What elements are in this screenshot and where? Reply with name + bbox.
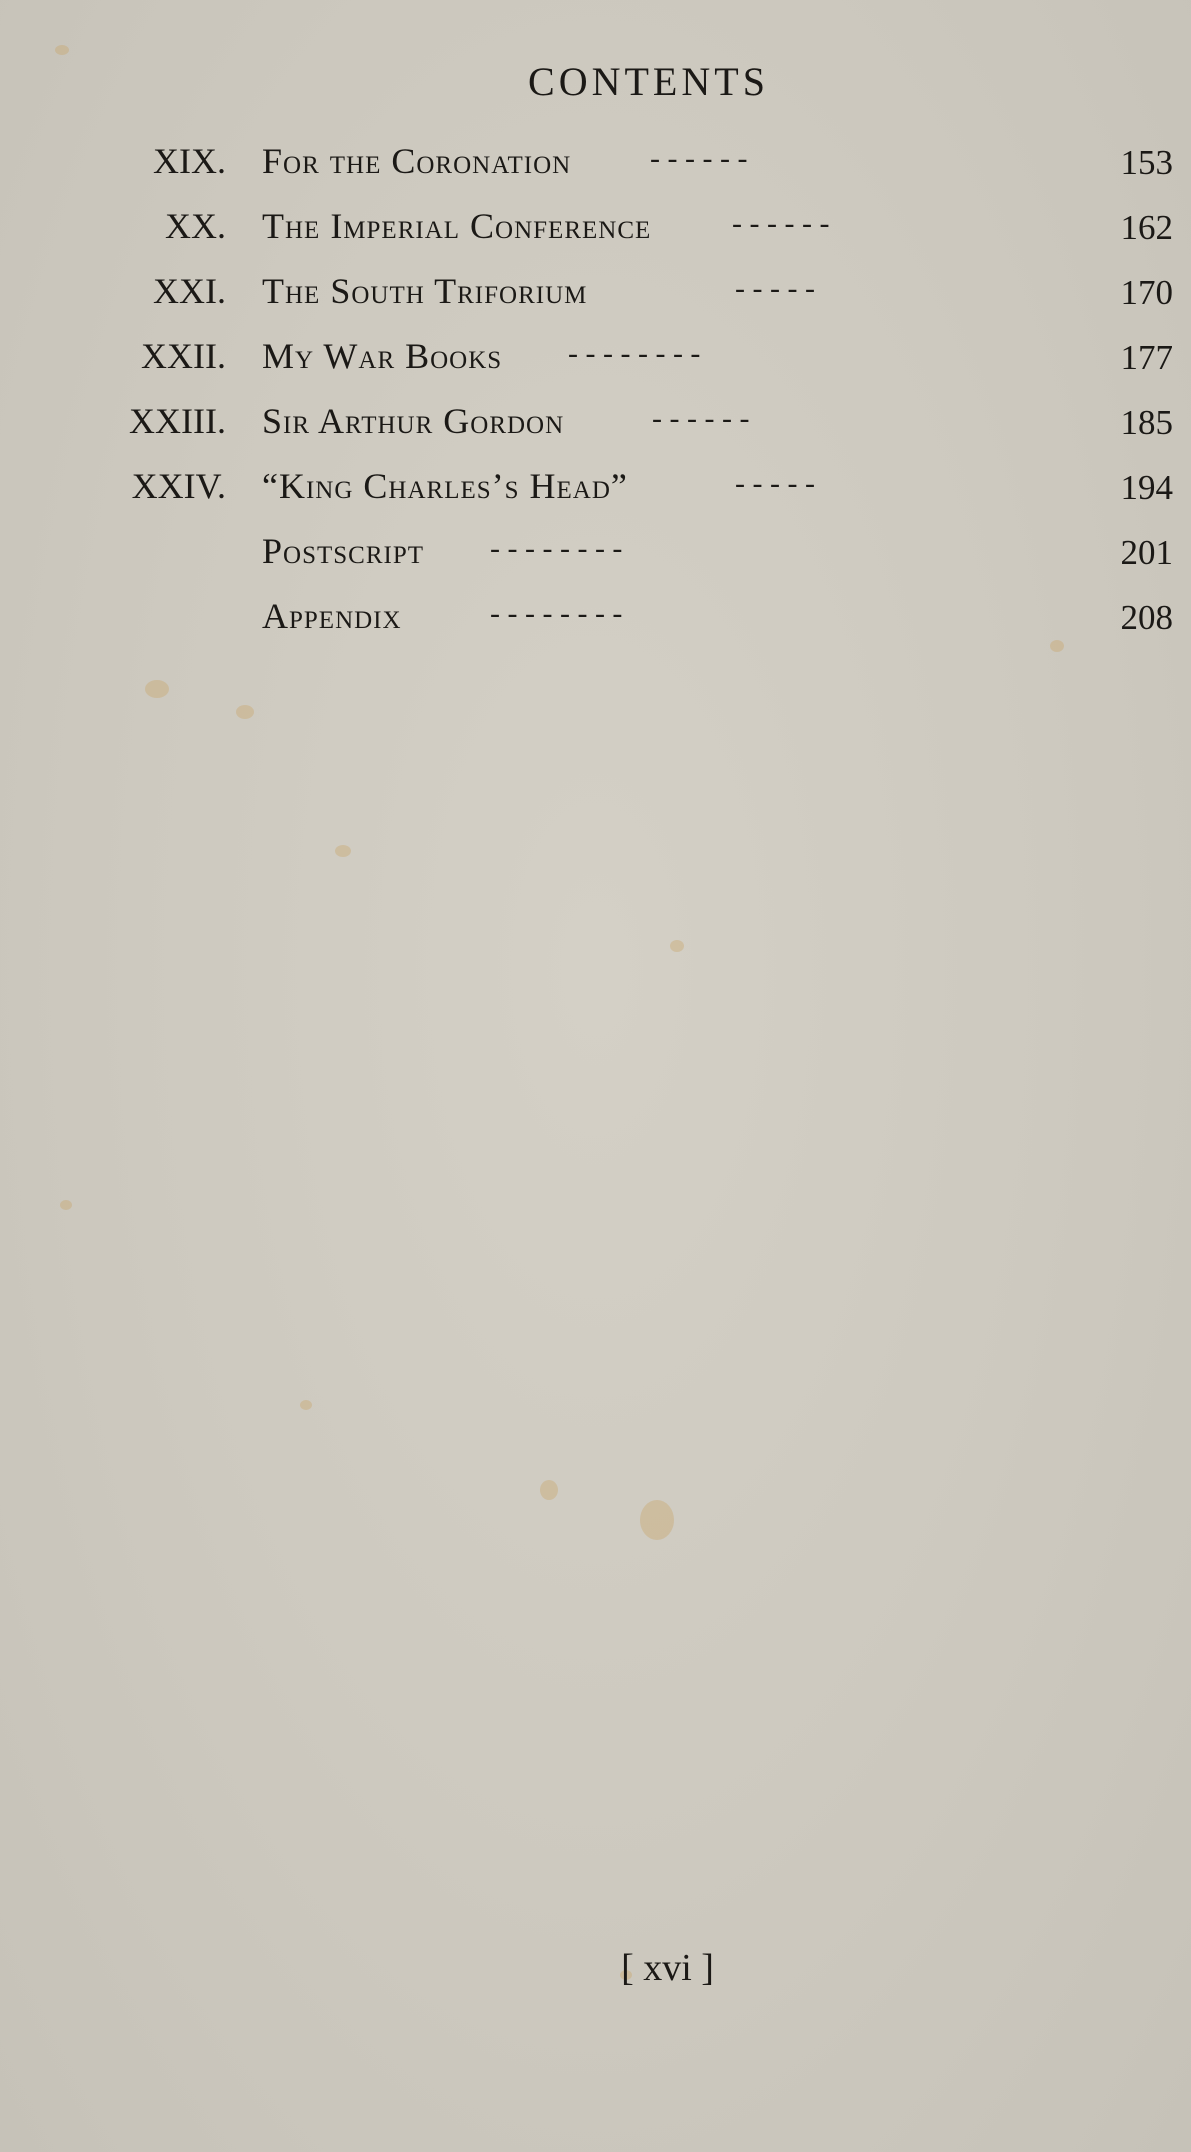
page-title: CONTENTS xyxy=(528,59,769,104)
foxing-spot xyxy=(640,1500,674,1540)
dot-leader: - - - - - xyxy=(735,272,815,305)
chapter-number: XXIII. xyxy=(129,401,226,441)
toc-row xyxy=(0,140,1191,200)
page-number: 153 xyxy=(1120,143,1173,182)
page-number: 201 xyxy=(1120,533,1173,572)
chapter-number: XXI. xyxy=(153,271,226,311)
chapter-title: For the Coronation xyxy=(262,141,572,181)
dot-leader: - - - - - - - - xyxy=(490,532,623,565)
page-number: 185 xyxy=(1120,403,1173,442)
toc-row xyxy=(0,530,1191,590)
page-number: 177 xyxy=(1120,338,1173,377)
chapter-number: XX. xyxy=(165,206,226,246)
foxing-spot xyxy=(55,45,69,55)
chapter-title: “King Charles’s Head” xyxy=(262,466,628,506)
foxing-spot xyxy=(670,940,684,952)
foxing-spot xyxy=(335,845,351,857)
foxing-spot xyxy=(236,705,254,719)
toc-row xyxy=(0,270,1191,330)
foxing-spot xyxy=(540,1480,558,1500)
page-number: 162 xyxy=(1120,208,1173,247)
dot-leader: - - - - - - xyxy=(732,207,830,240)
toc-row xyxy=(0,400,1191,460)
toc-row xyxy=(0,465,1191,525)
chapter-number: XXIV. xyxy=(131,466,226,506)
chapter-title: The South Triforium xyxy=(262,271,588,311)
chapter-number: XXII. xyxy=(141,336,226,376)
page-number: 194 xyxy=(1120,468,1173,507)
toc-row xyxy=(0,205,1191,265)
dot-leader: - - - - - - - - xyxy=(568,337,701,370)
dot-leader: - - - - - xyxy=(735,467,815,500)
toc-row xyxy=(0,335,1191,395)
chapter-title: Postscript xyxy=(262,531,425,571)
chapter-title: Appendix xyxy=(262,596,402,636)
page-number: 208 xyxy=(1120,598,1173,637)
chapter-title: Sir Arthur Gordon xyxy=(262,401,565,441)
dot-leader: - - - - - - - - xyxy=(490,597,623,630)
toc-row xyxy=(0,595,1191,655)
chapter-title: My War Books xyxy=(262,336,503,376)
foxing-spot xyxy=(60,1200,72,1210)
page-number: 170 xyxy=(1120,273,1173,312)
foxing-spot xyxy=(300,1400,312,1410)
page-folio: [ xvi ] xyxy=(621,1947,714,1989)
foxing-spot xyxy=(145,680,169,698)
chapter-number: XIX. xyxy=(153,141,226,181)
dot-leader: - - - - - - xyxy=(652,402,750,435)
dot-leader: - - - - - - xyxy=(650,142,748,175)
chapter-title: The Imperial Conference xyxy=(262,206,652,246)
